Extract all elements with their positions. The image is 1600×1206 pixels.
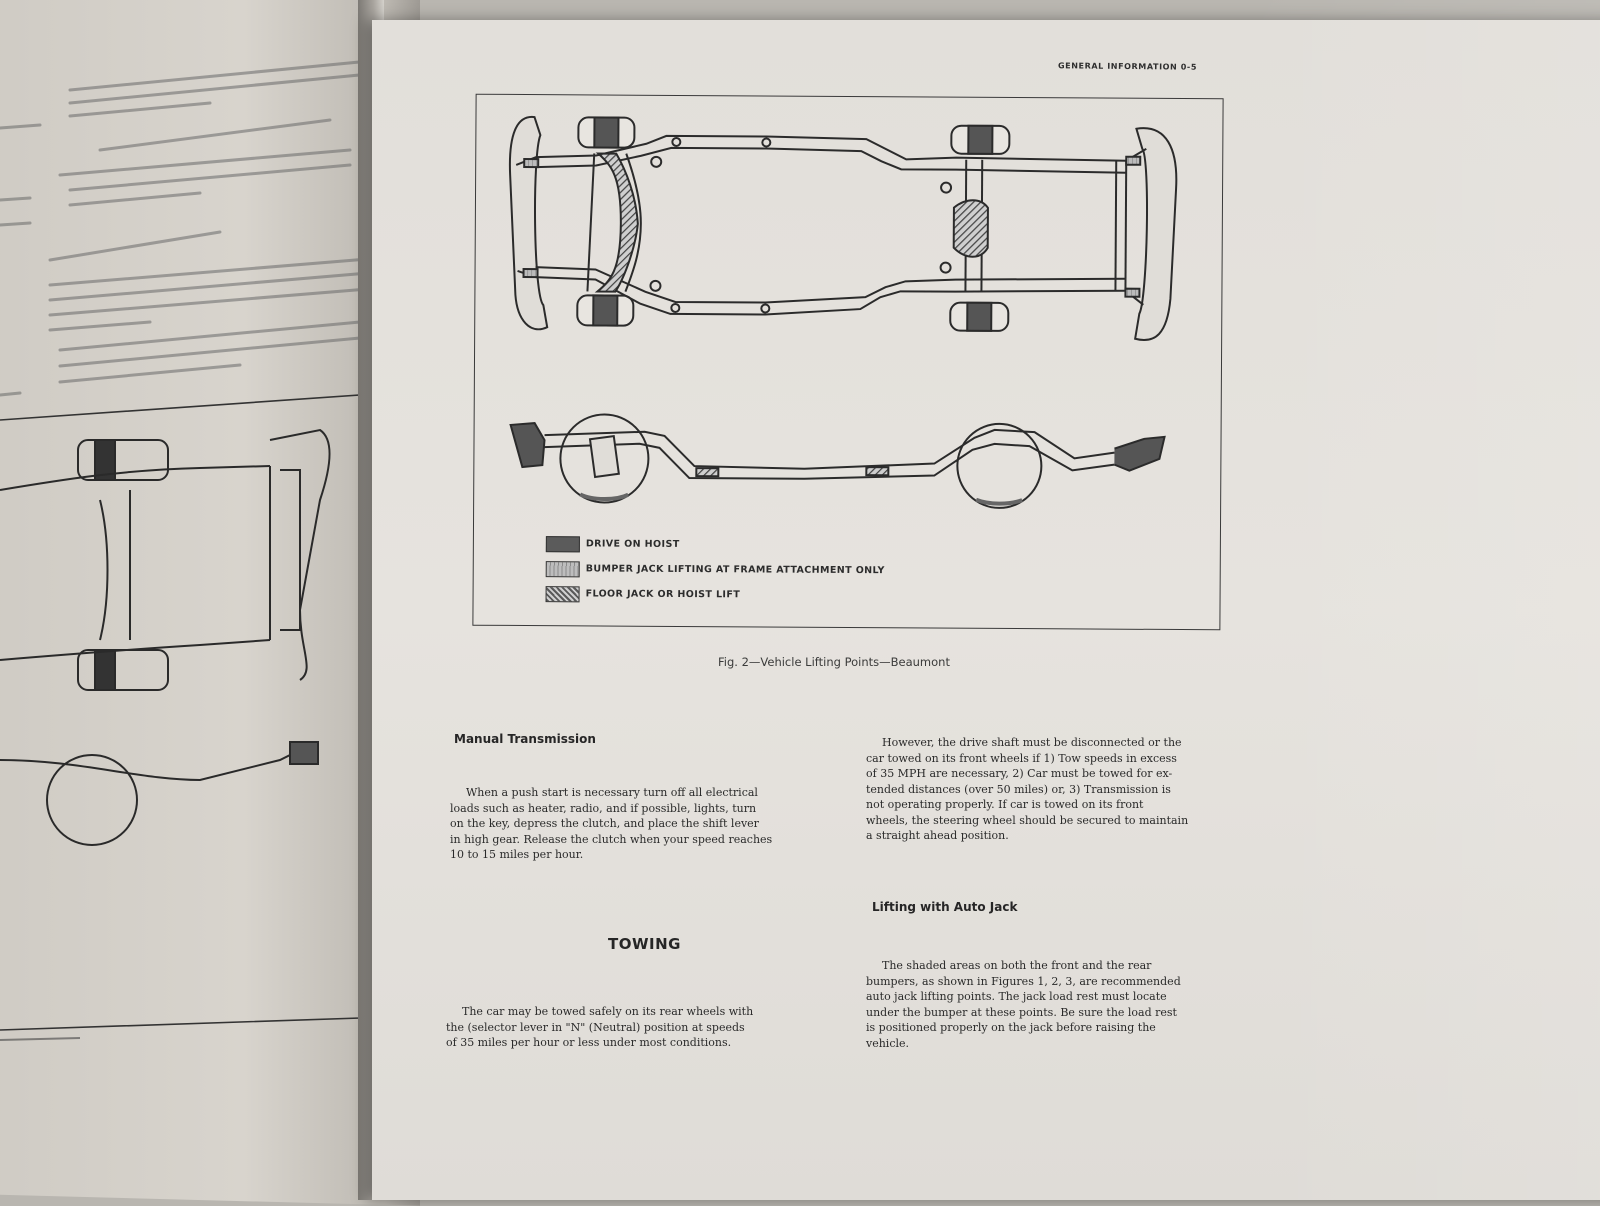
legend-label: BUMPER JACK LIFTING AT FRAME ATTACHMENT ONLY (585, 563, 885, 577)
paragraph-lifting-auto-jack (866, 958, 1246, 1051)
chassis-side-view (510, 414, 1165, 509)
chassis-top-view (509, 117, 1177, 340)
text-line: not operating properly. If car is towed on its front (866, 798, 1144, 811)
text-line: tended distances (over 50 miles) or, 3) Transmission is (866, 782, 1171, 796)
paragraph-drive-shaft (866, 735, 1242, 844)
figure-caption: Fig. 2—Vehicle Lifting Points—Beaumont (718, 655, 950, 669)
text-line: on the key, depress the clutch, and place the shift lever (450, 817, 759, 830)
text-line: the (selector lever in "N" (Neutral) position at speeds (446, 1020, 745, 1034)
background-surface (1240, 0, 1600, 1200)
tire-rear-lower (950, 303, 1008, 331)
legend-swatch-bumper (546, 561, 580, 577)
text-line: under the bumper at these points. Be sure the load rest (866, 1005, 1177, 1019)
legend-item-drive-on-hoist (546, 531, 885, 558)
lifting-points-figure (472, 94, 1223, 631)
tire-front-upper (578, 117, 634, 147)
heading-lifting-auto-jack: Lifting with Auto Jack (872, 900, 1018, 914)
text-line: When a push start is necessary turn off all electrical (466, 786, 758, 799)
left-page-illegible-text-and-diagram (0, 0, 420, 1200)
tire-rear-upper (951, 126, 1009, 154)
text-line: of 35 MPH are necessary, 2) Car must be towed for ex- (866, 767, 1173, 780)
page-header: GENERAL INFORMATION 0-5 (1057, 61, 1198, 72)
legend-item-floor-jack (546, 581, 885, 608)
legend-item-bumper-jack (546, 556, 885, 583)
legend-label: DRIVE ON HOIST (585, 538, 680, 550)
heading-towing: TOWING (608, 935, 681, 953)
legend-swatch-drive (546, 536, 580, 552)
legend (546, 531, 886, 608)
text-line: car towed on its front wheels if 1) Tow speeds in excess (866, 751, 1177, 765)
legend-swatch-floor (546, 586, 580, 602)
text-line: The shaded areas on both the front and the rear (882, 959, 1152, 972)
text-line: a straight ahead position. (866, 829, 1009, 842)
legend-label: FLOOR JACK OR HOIST LIFT (585, 588, 741, 601)
text-line: vehicle. (866, 1036, 910, 1050)
paragraph-manual-transmission (450, 785, 830, 863)
heading-manual-transmission: Manual Transmission (454, 732, 596, 746)
text-line: auto jack lifting points. The jack load rest must locate (866, 990, 1167, 1003)
text-line: However, the drive shaft must be disconnected or the (882, 736, 1182, 749)
paragraph-towing (446, 1004, 834, 1051)
text-line: in high gear. Release the clutch when your speed reaches (450, 832, 773, 846)
text-line: is positioned properly on the jack before raising the (866, 1021, 1156, 1034)
tire-front-lower (577, 295, 633, 325)
text-line: bumpers, as shown in Figures 1, 2, 3, are recommended (866, 974, 1181, 988)
text-line: of 35 miles per hour or less under most conditions. (446, 1036, 732, 1049)
text-line: wheels, the steering wheel should be secured to maintain (866, 813, 1189, 827)
text-line: The car may be towed safely on its rear wheels with (462, 1005, 754, 1018)
text-line: loads such as heater, radio, and if possible, lights, turn (450, 801, 757, 815)
text-line: 10 to 15 miles per hour. (450, 848, 584, 861)
left-page-content (0, 0, 420, 1200)
